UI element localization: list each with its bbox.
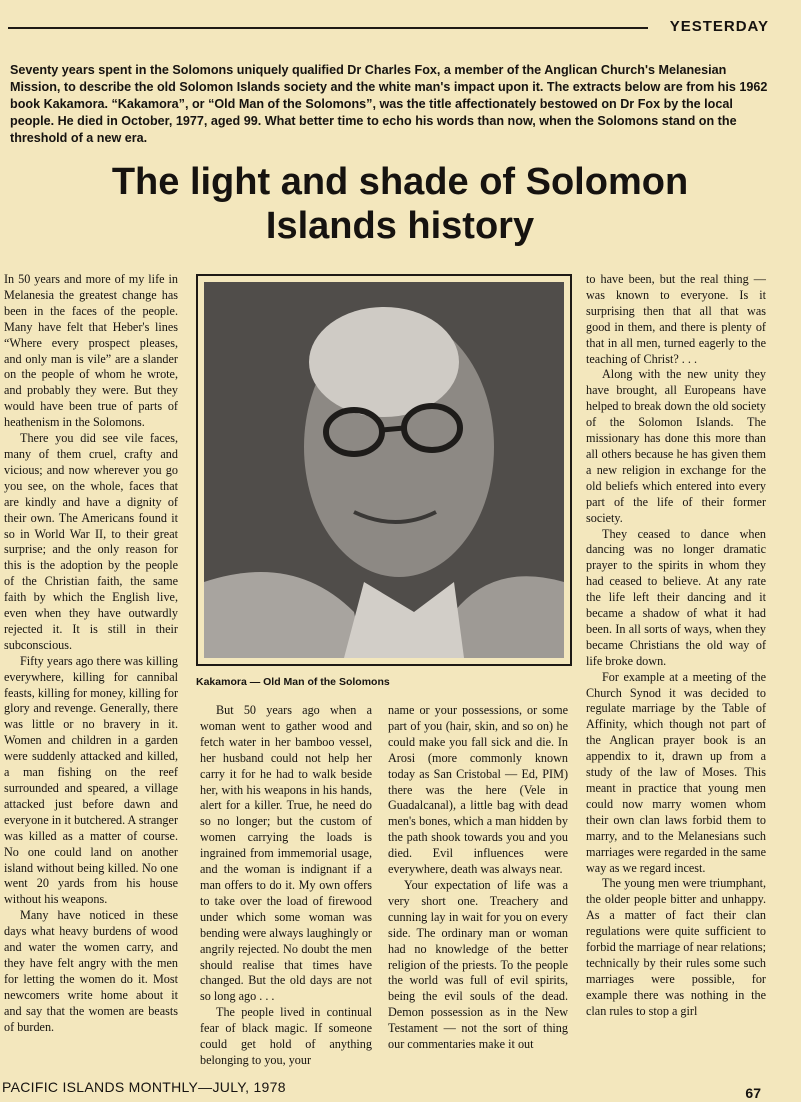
article-column-2 bbox=[200, 703, 372, 1069]
photo-caption: Kakamora — Old Man of the Solomons bbox=[196, 676, 390, 688]
section-label: YESTERDAY bbox=[669, 18, 769, 35]
paragraph: In 50 years and more of my life in Melanesia the greatest change has been in the faces of the people. Many have felt that Heber's lines “Where every prospect pleases, and only man is vile” are a slander on the people of whom he wrote, and probably they were. But they would have been true of parts of heathenism in the Solomons. bbox=[4, 272, 178, 430]
paragraph: name or your possessions, or some part of you (hair, skin, and so on) he could make you fall sick and die. In Arosi (more commonly known today as San Cristobal — Ed, PIM) there was the here (Vele in Guadalcanal), a little bag with dead men's bones, which a man hidden by the path shook towards you and you died. Evil influences were everywhere, death was always near. bbox=[388, 703, 568, 877]
portrait-photo bbox=[204, 282, 564, 658]
paragraph: The people lived in continual fear of black magic. If someone could get hold of anything belonging to you, your bbox=[200, 1005, 372, 1067]
paragraph: Many have noticed in these days what heavy burdens of wood and water the women carry, and they have felt angry with the men for letting the women do it. Most newcomers write home about it and say that the women are beasts of burden. bbox=[4, 908, 178, 1034]
paragraph: Your expectation of life was a very short one. Treachery and cunning lay in wait for you on every side. The ordinary man or woman had no knowledge of the better religion of the priests. To the people the world was full of evil spirits, being the evil souls of the dead. Demon possession as in the New Testament — not the sort of thing our commentaries make it out bbox=[388, 877, 568, 1052]
headline bbox=[30, 160, 770, 248]
publication-footer: PACIFIC ISLANDS MONTHLY—JULY, 1978 bbox=[2, 1079, 286, 1095]
header-rule bbox=[8, 27, 648, 29]
article-column-1 bbox=[4, 272, 178, 1036]
paragraph: The young men were triumphant, the older people bitter and unhappy. As a matter of fact their clan regulations were quite sufficient to forbid the marriage of near relations; technically by their rules some such marriages were possible, for example there was nothing in the clan rules to stop a girl bbox=[586, 876, 766, 1018]
paragraph: Fifty years ago there was killing everywhere, killing for cannibal feasts, killing for money, killing for glory and revenge. Generally, there was little or no bravery in it. Women and children in a garden were suddenly attacked and killed, a man fishing on the reef surrounded and speared, a village attacked just before dawn and everyone in it butchered. A stranger was killed as a matter of course. No one could land on another island without being killed. No one went 20 yards from his house without his weapons. bbox=[4, 653, 178, 907]
paragraph: They ceased to dance when dancing was no longer dramatic prayer to the spirits in whom they had ceased to believe. At any rate the life left their dancing and it became a shadow of what it had been. In all sorts of ways, when they became Christians the old way of life broke down. bbox=[586, 526, 766, 668]
paragraph: For example at a meeting of the Church Synod it was decided to regulate marriage by the Table of Affinity, which though not part of the Anglican prayer book is an appendix to it, drawn up from a study of the law of Moses. This meant in practice that young men could now marry women whom their own clan laws forbid them to marry, and to the Melanesians such marriages were regarded in the same way as we regard incest. bbox=[586, 669, 766, 875]
paragraph: Along with the new unity they have brought, all Europeans have helped to break down the old society of the Solomon Islands. The missionary has done this more than all others because he has given them a new religion in exchange for the old beliefs which entered into every part of the life of their former society. bbox=[586, 367, 766, 525]
portrait-photo-frame bbox=[196, 274, 572, 666]
page-number: 67 bbox=[745, 1085, 761, 1101]
paragraph: But 50 years ago when a woman went to gather wood and fetch water in her bamboo vessel, her husband could not help her carry it for he had to walk beside her, with his weapons in his hands, alert for a killer. True, he need do so no longer; but the custom of women carrying the loads is ingrained from immemorial usage, and the woman is indignant if a man offers to do it. My own offers to take over the load of firewood under which some woman was bending were always laughingly or angrily rejected. No doubt the men should realise that times have changed. But the old days are not so long ago . . . bbox=[200, 703, 372, 1004]
paragraph: to have been, but the real thing — was known to everyone. Is it surprising then that all that was good in them, and there is plenty of that in all men, turned eagerly to the teaching of Christ? . . . bbox=[586, 272, 766, 366]
article-column-4 bbox=[586, 272, 766, 1020]
intro-paragraph: Seventy years spent in the Solomons uniquely qualified Dr Charles Fox, a member of the Anglican Church's Melanesian Mission, to describe the old Solomon Islands society and the white man's impact upon it. The extracts below are from his 1962 book Kakamora. “Kakamora”, or “Old Man of the Solomons”, was the title affectionately bestowed on Dr Fox by the local people. He died in October, 1977, aged 99. What better time to echo his words than now, when the Solomons stand on the threshold of a new era. bbox=[10, 63, 768, 145]
article-column-3 bbox=[388, 703, 568, 1053]
headline-line-2: Islands history bbox=[265, 205, 535, 247]
paragraph: There you did see vile faces, many of them cruel, crafty and vicious; and now wherever you go you see, on the whole, faces that are kindly and have a dignity of their own. The Americans found it so in World War II, to their great surprise; and the only reason for this is the adoption by the people of the Christian faith, the same faith by which the English live, even when they have outwardly rejected it. It is still in their subconscious. bbox=[4, 431, 178, 652]
headline-line-1: The light and shade of Solomon bbox=[111, 161, 689, 203]
